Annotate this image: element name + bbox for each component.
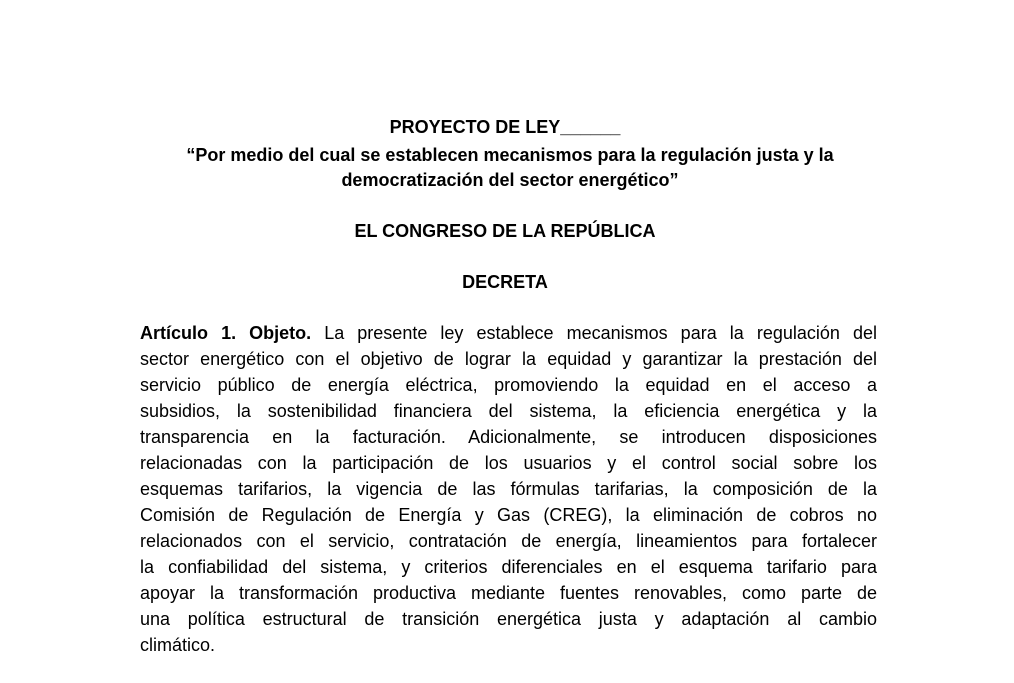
- article-1-line-3: servicio público de energía eléctrica, promoviendo la equidad en el acceso a: [140, 375, 877, 395]
- article-1-text-1: La presente ley establece mecanismos para la regulación del: [311, 323, 877, 343]
- article-1-line-12: una política estructural de transición energética justa y adaptación al cambio: [140, 609, 877, 629]
- article-1-line-8: Comisión de Regulación de Energía y Gas (CREG), la eliminación de cobros no: [140, 505, 877, 525]
- bill-subtitle-line-2: democratización del sector energético”: [341, 170, 679, 190]
- bill-subtitle-line-1: “Por medio del cual se establecen mecanismos para la regulación justa y la: [186, 145, 834, 165]
- article-1-line-10: la confiabilidad del sistema, y criterios diferenciales en el esquema tarifario para: [140, 557, 877, 577]
- article-1-line-13: climático.: [140, 635, 216, 655]
- article-1-line-6: relacionadas con la participación de los usuarios y el control social sobre los: [140, 453, 877, 473]
- article-1-line-1: [140, 320, 877, 346]
- article-1-line-11: apoyar la transformación productiva mediante fuentes renovables, como parte de: [140, 583, 877, 603]
- issuer-heading: EL CONGRESO DE LA REPÚBLICA: [354, 221, 656, 241]
- article-1-line-5: transparencia en la facturación. Adicionalmente, se introducen disposiciones: [140, 427, 877, 447]
- article-1-line-4: subsidios, la sostenibilidad financiera del sistema, la eficiencia energética y la: [140, 401, 877, 421]
- decree-heading: DECRETA: [462, 272, 548, 292]
- article-1-heading: Artículo 1. Objeto.: [140, 323, 312, 343]
- article-1-line-2: sector energético con el objetivo de lograr la equidad y garantizar la prestación del: [140, 349, 877, 369]
- bill-title: PROYECTO DE LEY______: [389, 117, 621, 137]
- article-1-line-7: esquemas tarifarios, la vigencia de las fórmulas tarifarias, la composición de la: [140, 479, 877, 499]
- article-1-line-9: relacionados con el servicio, contratación de energía, lineamientos para fortalecer: [140, 531, 877, 551]
